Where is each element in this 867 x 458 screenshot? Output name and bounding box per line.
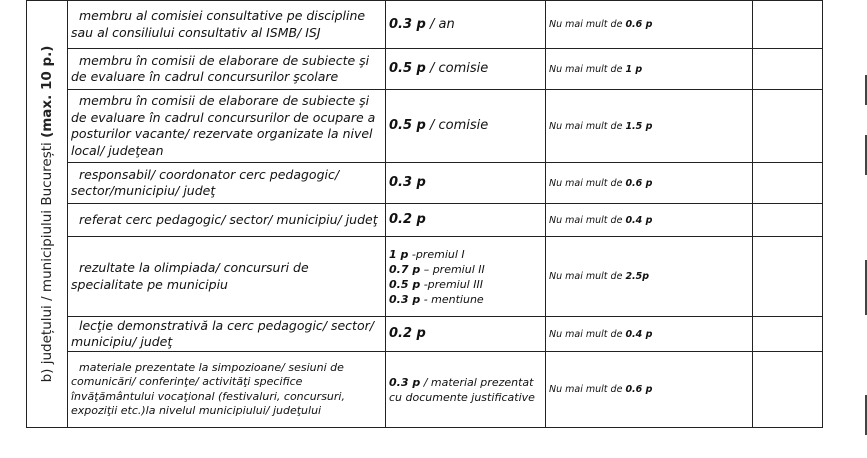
score-entry-cell (753, 204, 823, 237)
table-row (27, 352, 823, 428)
score-entry-cell (753, 49, 823, 90)
criterion-description: materiale prezentate la simpozioane/ sesiuni de comunicări/ conferinţe/ activităţi specifice învăţământului vocaţional (festivaluri, concursuri, expoziţii etc.)la nivelul municipiului/ judeţului (68, 352, 386, 428)
criterion-score: 0.3 p / material prezentat cu documente justificative (386, 352, 546, 428)
table-row (27, 317, 823, 352)
criterion-description: membru în comisii de elaborare de subiecte şi de evaluare în cadrul concursurilor şcolare (68, 49, 386, 90)
section-label-cell (27, 1, 68, 428)
table-row (27, 163, 823, 204)
criterion-score: 0.2 p (386, 204, 546, 237)
criterion-limit: Nu mai mult de 0.6 p (546, 1, 753, 49)
criterion-limit: Nu mai mult de 0.6 p (546, 352, 753, 428)
score-entry-cell (753, 163, 823, 204)
criterion-score: 0.5 p / comisie (386, 49, 546, 90)
criterion-score: 1 p -premiul I 0.7 p – premiul II 0.5 p -premiul III 0.3 p - mentiune (386, 237, 546, 317)
criterion-limit: Nu mai mult de 0.4 p (546, 204, 753, 237)
criterion-limit: Nu mai mult de 2.5p (546, 237, 753, 317)
criterion-limit: Nu mai mult de 0.6 p (546, 163, 753, 204)
criterion-score: 0.2 p (386, 317, 546, 352)
table-row (27, 90, 823, 163)
criterion-limit: Nu mai mult de 1.5 p (546, 90, 753, 163)
criterion-description: membru al comisiei consultative pe discipline sau al consiliului consultativ al ISMB/ ISJ (68, 1, 386, 49)
criterion-score: 0.3 p (386, 163, 546, 204)
score-entry-cell (753, 352, 823, 428)
criterion-description: responsabil/ coordonator cerc pedagogic/ sector/municipiu/ judeţ (68, 163, 386, 204)
criterion-description: referat cerc pedagogic/ sector/ municipiu/ judeţ (68, 204, 386, 237)
score-entry-cell (753, 237, 823, 317)
score-entry-cell (753, 317, 823, 352)
criterion-score: 0.3 p / an (386, 1, 546, 49)
section-label: b) județului / municipiului București (max. 10 p.) (39, 45, 55, 383)
criterion-limit: Nu mai mult de 1 p (546, 49, 753, 90)
table-row (27, 237, 823, 317)
criterion-limit: Nu mai mult de 0.4 p (546, 317, 753, 352)
scoring-table (26, 0, 823, 428)
criterion-description: lecţie demonstrativă la cerc pedagogic/ sector/ municipiu/ judeţ (68, 317, 386, 352)
criterion-description: membru în comisii de elaborare de subiecte şi de evaluare în cadrul concursurilor de ocupare a posturilor vacante/ rezervate organizate la nivel local/ judeţean (68, 90, 386, 163)
table-row (27, 204, 823, 237)
score-entry-cell (753, 1, 823, 49)
criterion-description: rezultate la olimpiada/ concursuri de specialitate pe municipiu (68, 237, 386, 317)
table-row (27, 49, 823, 90)
score-entry-cell (753, 90, 823, 163)
table-row (27, 1, 823, 49)
criterion-score: 0.5 p / comisie (386, 90, 546, 163)
